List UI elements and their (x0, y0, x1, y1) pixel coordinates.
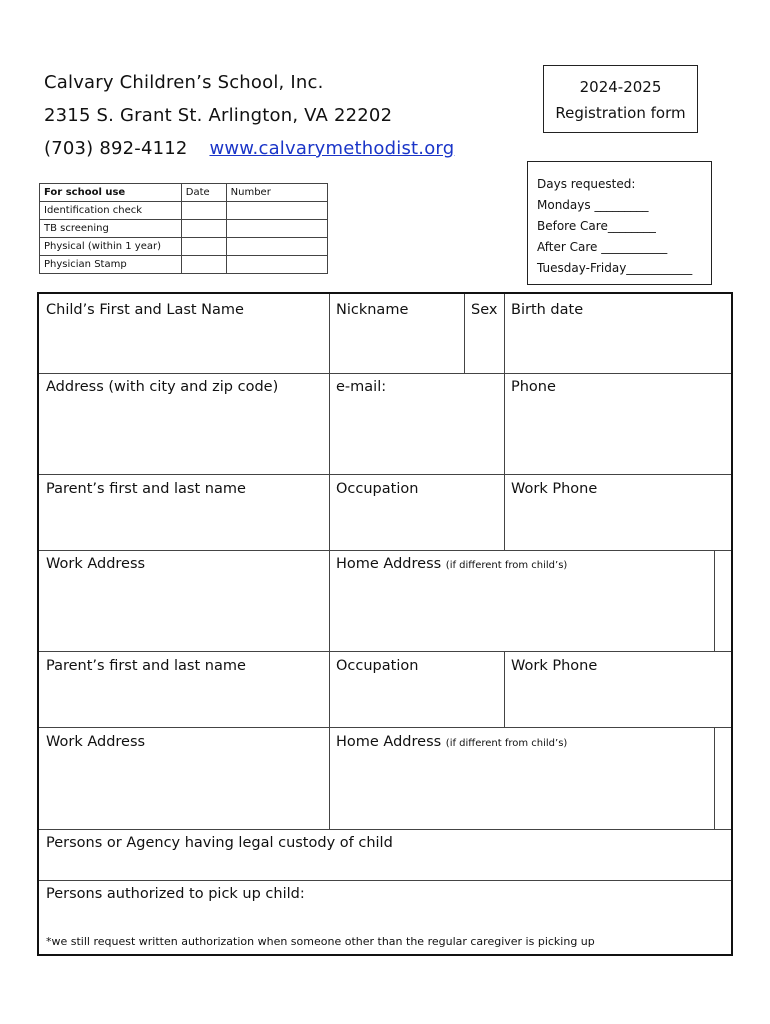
divider (714, 727, 715, 829)
divider (714, 550, 715, 651)
physician-stamp-date-cell[interactable] (181, 256, 226, 274)
days-requested-box (527, 161, 712, 285)
table-row (40, 256, 328, 274)
home-address-text: Home Address (336, 734, 442, 750)
birth-date-label: Birth date (511, 302, 584, 318)
table-row (40, 220, 328, 238)
divider (39, 474, 731, 475)
parent2-work-address-label: Work Address (46, 734, 146, 750)
divider (39, 373, 731, 374)
physical-label: Physical (within 1 year) (40, 238, 182, 256)
email-label: e-mail: (336, 379, 387, 395)
school-year: 2024-2025 (579, 78, 662, 96)
days-mondays[interactable]: Mondays _________ (537, 198, 649, 212)
school-name: Calvary Children’s School, Inc. (44, 72, 324, 93)
school-use-table (39, 183, 328, 274)
identification-check-label: Identification check (40, 202, 182, 220)
days-tuesday-friday[interactable]: Tuesday-Friday___________ (537, 261, 693, 275)
date-header: Date (181, 184, 226, 202)
pickup-label: Persons authorized to pick up child: (46, 886, 305, 902)
custody-label: Persons or Agency having legal custody of child (46, 835, 393, 851)
nickname-label: Nickname (336, 302, 409, 318)
home-address-note: (if different from child’s) (445, 738, 568, 749)
school-use-header-row (40, 184, 328, 202)
home-address-text: Home Address (336, 556, 442, 572)
physician-stamp-number-cell[interactable] (226, 256, 327, 274)
school-phone: (703) 892-4112 (44, 138, 188, 159)
phone-label: Phone (511, 379, 556, 395)
pickup-note: *we still request written authorization when someone other than the regular caregiver is picking up (46, 935, 595, 948)
parent1-work-address-label: Work Address (46, 556, 146, 572)
divider (39, 829, 731, 830)
parent1-name-label: Parent’s first and last name (46, 481, 246, 497)
divider (464, 294, 465, 373)
number-header: Number (226, 184, 327, 202)
parent1-occupation-label: Occupation (336, 481, 419, 497)
school-website-link[interactable]: www.calvarymethodist.org (209, 138, 455, 159)
identification-check-number-cell[interactable] (226, 202, 327, 220)
parent2-occupation-label: Occupation (336, 658, 419, 674)
parent2-home-address-label (336, 734, 567, 750)
physical-number-cell[interactable] (226, 238, 327, 256)
tb-screening-label: TB screening (40, 220, 182, 238)
parent1-home-address-label (336, 556, 567, 572)
home-address-note: (if different from child’s) (445, 560, 568, 571)
days-before-care[interactable]: Before Care________ (537, 219, 656, 233)
registration-year-box (543, 65, 698, 133)
school-address: 2315 S. Grant St. Arlington, VA 22202 (44, 105, 393, 126)
address-label: Address (with city and zip code) (46, 379, 279, 395)
days-requested-title: Days requested: (537, 177, 636, 191)
parent2-work-phone-label: Work Phone (511, 658, 598, 674)
school-use-header: For school use (40, 184, 182, 202)
divider (39, 550, 731, 551)
school-contact (44, 138, 454, 159)
divider (39, 727, 731, 728)
registration-form (37, 292, 733, 956)
child-name-label: Child’s First and Last Name (46, 302, 244, 318)
parent1-work-phone-label: Work Phone (511, 481, 598, 497)
form-title: Registration form (555, 104, 686, 122)
tb-screening-date-cell[interactable] (181, 220, 226, 238)
table-row (40, 238, 328, 256)
physical-date-cell[interactable] (181, 238, 226, 256)
physician-stamp-label: Physician Stamp (40, 256, 182, 274)
days-after-care[interactable]: After Care ___________ (537, 240, 668, 254)
table-row (40, 202, 328, 220)
sex-label: Sex (471, 302, 498, 318)
divider (39, 880, 731, 881)
identification-check-date-cell[interactable] (181, 202, 226, 220)
divider (39, 651, 731, 652)
parent2-name-label: Parent’s first and last name (46, 658, 246, 674)
divider (329, 294, 330, 829)
tb-screening-number-cell[interactable] (226, 220, 327, 238)
divider (504, 294, 505, 550)
divider (504, 651, 505, 727)
